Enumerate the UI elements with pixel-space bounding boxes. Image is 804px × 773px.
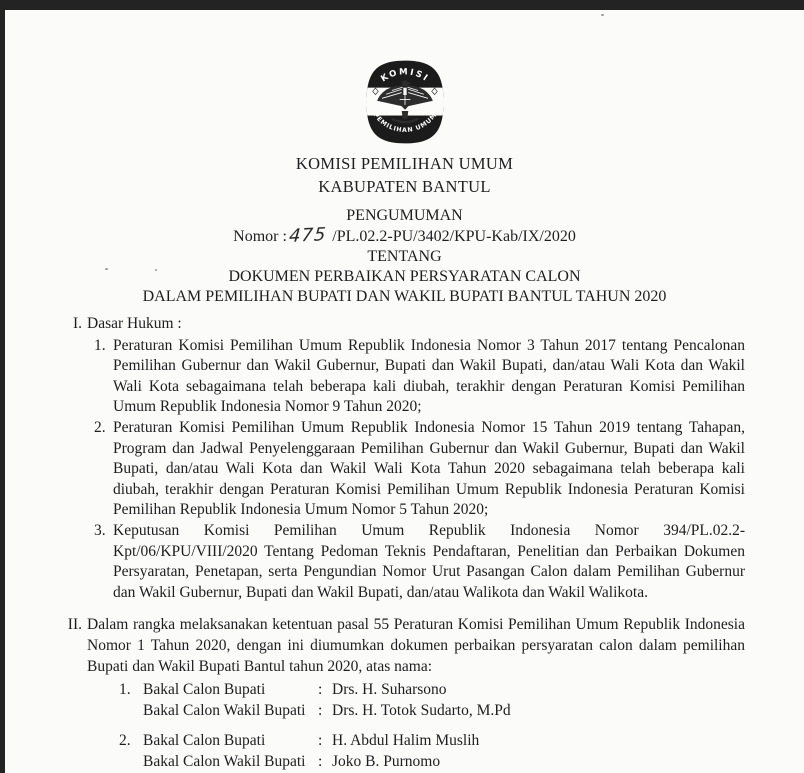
candidate-pair <box>119 731 745 772</box>
subject-line-2: DALAM PEMILIHAN BUPATI DAN WAKIL BUPATI BANTUL TAHUN 2020 <box>142 288 667 305</box>
colon-separator: : <box>318 681 323 699</box>
colon-separator: : <box>318 752 323 770</box>
section-dasar-hukum <box>62 314 745 603</box>
section-pengumuman <box>62 615 745 772</box>
legal-basis-item <box>94 521 745 603</box>
item-text: Keputusan Komisi Pemilihan Umum Republik Indonesia Nomor 394/PL.02.2-Kpt/06/KPU/VIII/2020 Tentang Pedoman Teknis Pendaftaran, Penelitian dan Perbaikan Dokumen Persyaratan, Penetapan, serta Pengundian Nomor Urut Pasangan Calon dalam Pemilihan Gubernur dan Wakil Gubernur, Bupati dan Wakil Bupati, dan/atau Walikota dan Wakil Walikota. <box>113 521 745 601</box>
candidate-name: Joko B. Purnomo <box>332 752 441 770</box>
candidate-pair <box>119 680 745 721</box>
candidate-name: Drs. H. Totok Sudarto, M.Pd <box>332 701 511 719</box>
candidate-name: H. Abdul Halim Muslih <box>332 732 480 750</box>
candidate-row <box>143 731 745 752</box>
candidate-list <box>87 680 745 772</box>
doc-type-heading: PENGUMUMAN <box>346 207 463 224</box>
section-heading: Dasar Hukum : <box>87 315 182 332</box>
scan-speck <box>601 14 604 16</box>
org-region: KABUPATEN BANTUL <box>318 177 491 196</box>
section-number: II. <box>67 616 82 634</box>
colon-separator: : <box>318 701 323 719</box>
colon-separator: : <box>318 732 323 750</box>
doc-number-line <box>5 223 804 248</box>
doc-number-prefix: Nomor : <box>233 228 287 245</box>
candidate-label: Bakal Calon Bupati <box>143 732 266 750</box>
candidate-label: Bakal Calon Wakil Bupati <box>143 752 306 770</box>
logo-bottom-text: PEMILIHAN UMUM <box>371 111 438 135</box>
legal-basis-item <box>94 418 745 521</box>
letterhead <box>5 58 804 198</box>
section-intro: Dalam rangka melaksanakan ketentuan pasal 55 Peraturan Komisi Pemilihan Umum Republik Indonesia Nomor 1 Tahun 2020, dengan ini diumumkan dokumen perbaikan persyaratan calon dalam pemilihan Bupati dan Wakil Bupati Bantul tahun 2020, atas nama: <box>87 616 745 675</box>
document-body <box>62 314 745 772</box>
item-text: Peraturan Komisi Pemilihan Umum Republik Indonesia Nomor 15 Tahun 2019 tentang Tahapan, Program dan Jadwal Penyelenggaraan Pemilihan Gubernur dan Wakil Gubernur, Bupati dan Wakil Bupati, dan/atau Wali Kota dan Wakil Wali Kota Tahun 2020 sebagaimana telah beberapa kali diubah, terakhir dengan Peraturan Komisi Pemilihan Umum Republik Indonesia Peraturan Komisi Pemilihan Republik Indonesia Umum Nomor 5 Tahun 2020; <box>113 418 745 519</box>
candidate-number: 2. <box>119 732 131 750</box>
candidate-row <box>143 680 745 701</box>
section-number: I. <box>72 315 82 332</box>
candidate-number: 1. <box>119 681 131 699</box>
document-page <box>5 10 804 773</box>
candidate-row <box>143 701 745 722</box>
handwritten-doc-number: 475 <box>288 223 328 248</box>
legal-basis-item <box>94 336 745 418</box>
doc-number-suffix: /PL.02.2-PU/3402/KPU-Kab/IX/2020 <box>332 228 576 245</box>
candidate-row <box>143 752 745 773</box>
subject-line-1: DOKUMEN PERBAIKAN PERSYARATAN CALON <box>228 268 581 285</box>
item-text: Peraturan Komisi Pemilihan Umum Republik Indonesia Nomor 3 Tahun 2017 tentang Pencalonan Pemilihan Gubernur dan Wakil Gubernur, Bupati dan Wakil Bupati, dan/atau Wali Kota dan Wakil Wali Kota sebagaimana telah beberapa kali diubah, terakhir dengan Peraturan Komisi Pemilihan Umum Republik Indonesia Nomor 9 Tahun 2020; <box>113 336 745 416</box>
org-name: KOMISI PEMILIHAN UMUM <box>295 154 514 173</box>
candidate-label: Bakal Calon Bupati <box>143 681 266 699</box>
candidate-name: Drs. H. Suharsono <box>332 681 447 699</box>
document-title-block <box>5 206 804 307</box>
kpu-logo-icon <box>364 58 446 146</box>
logo-top-text: KOMISI <box>378 67 431 85</box>
item-number: 2. <box>94 418 106 436</box>
item-number: 1. <box>94 336 106 354</box>
candidate-label: Bakal Calon Wakil Bupati <box>143 701 306 719</box>
tentang-heading: TENTANG <box>367 248 442 265</box>
item-number: 3. <box>94 521 106 539</box>
